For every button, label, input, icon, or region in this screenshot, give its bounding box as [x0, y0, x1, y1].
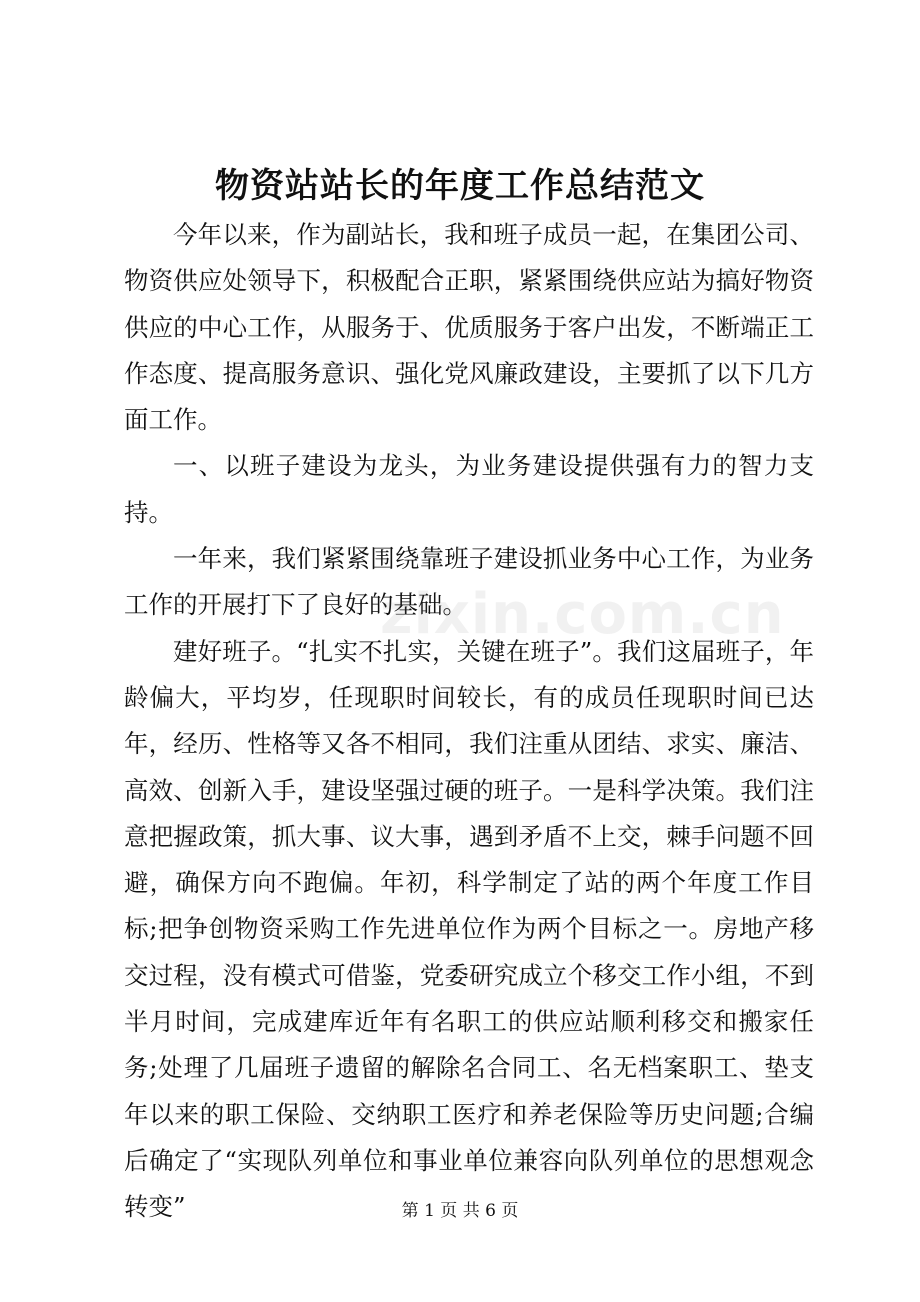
page-number-footer: 第 1 页 共 6 页: [401, 1201, 519, 1221]
document-body: [124, 212, 814, 1231]
paragraph-section-heading: 一、以班子建设为龙头，为业务建设提供强有力的智力支持。: [124, 451, 814, 527]
paragraph-summary: 一年来，我们紧紧围绕靠班子建设抓业务中心工作，为业务工作的开展打下了良好的基础。: [124, 544, 814, 620]
paragraph-intro: 今年以来，作为副站长，我和班子成员一起，在集团公司、物资供应处领导下，积极配合正职，紧紧围绕供应站为搞好物资供应的中心工作，从服务于、优质服务于客户出发，不断端正工作态度、提高服务意识、强化党风廉政建设，主要抓了以下几方面工作。: [124, 220, 814, 435]
document-title: 物资站站长的年度工作总结范文: [215, 166, 705, 206]
watermark: zixin.com.cn: [380, 582, 785, 647]
paragraph-team-building: 建好班子。“扎实不扎实，关键在班子”。我们这届班子，年龄偏大，平均岁，任现职时间较长，有的成员任现职时间已达年，经历、性格等又各不相同，我们注重从团结、求实、廉洁、高效、创新入手，建设坚强过硬的班子。一是科学决策。我们注意把握政策，抓大事、议大事，遇到矛盾不上交，棘手问题不回避，确保方向不跑偏。年初，科学制定了站的两个年度工作目标;把争创物资采购工作先进单位作为两个目标之一。房地产移交过程，没有模式可借鉴，党委研究成立个移交工作小组，不到半月时间，完成建库近年有名职工的供应站顺利移交和搬家任务;处理了几届班子遗留的解除名合同工、名无档案职工、垫支年以来的职工保险、交纳职工医疗和养老保险等历史问题;合编后确定了“实现队列单位和事业单位兼容向队列单位的思想观念转变”: [124, 636, 814, 1222]
